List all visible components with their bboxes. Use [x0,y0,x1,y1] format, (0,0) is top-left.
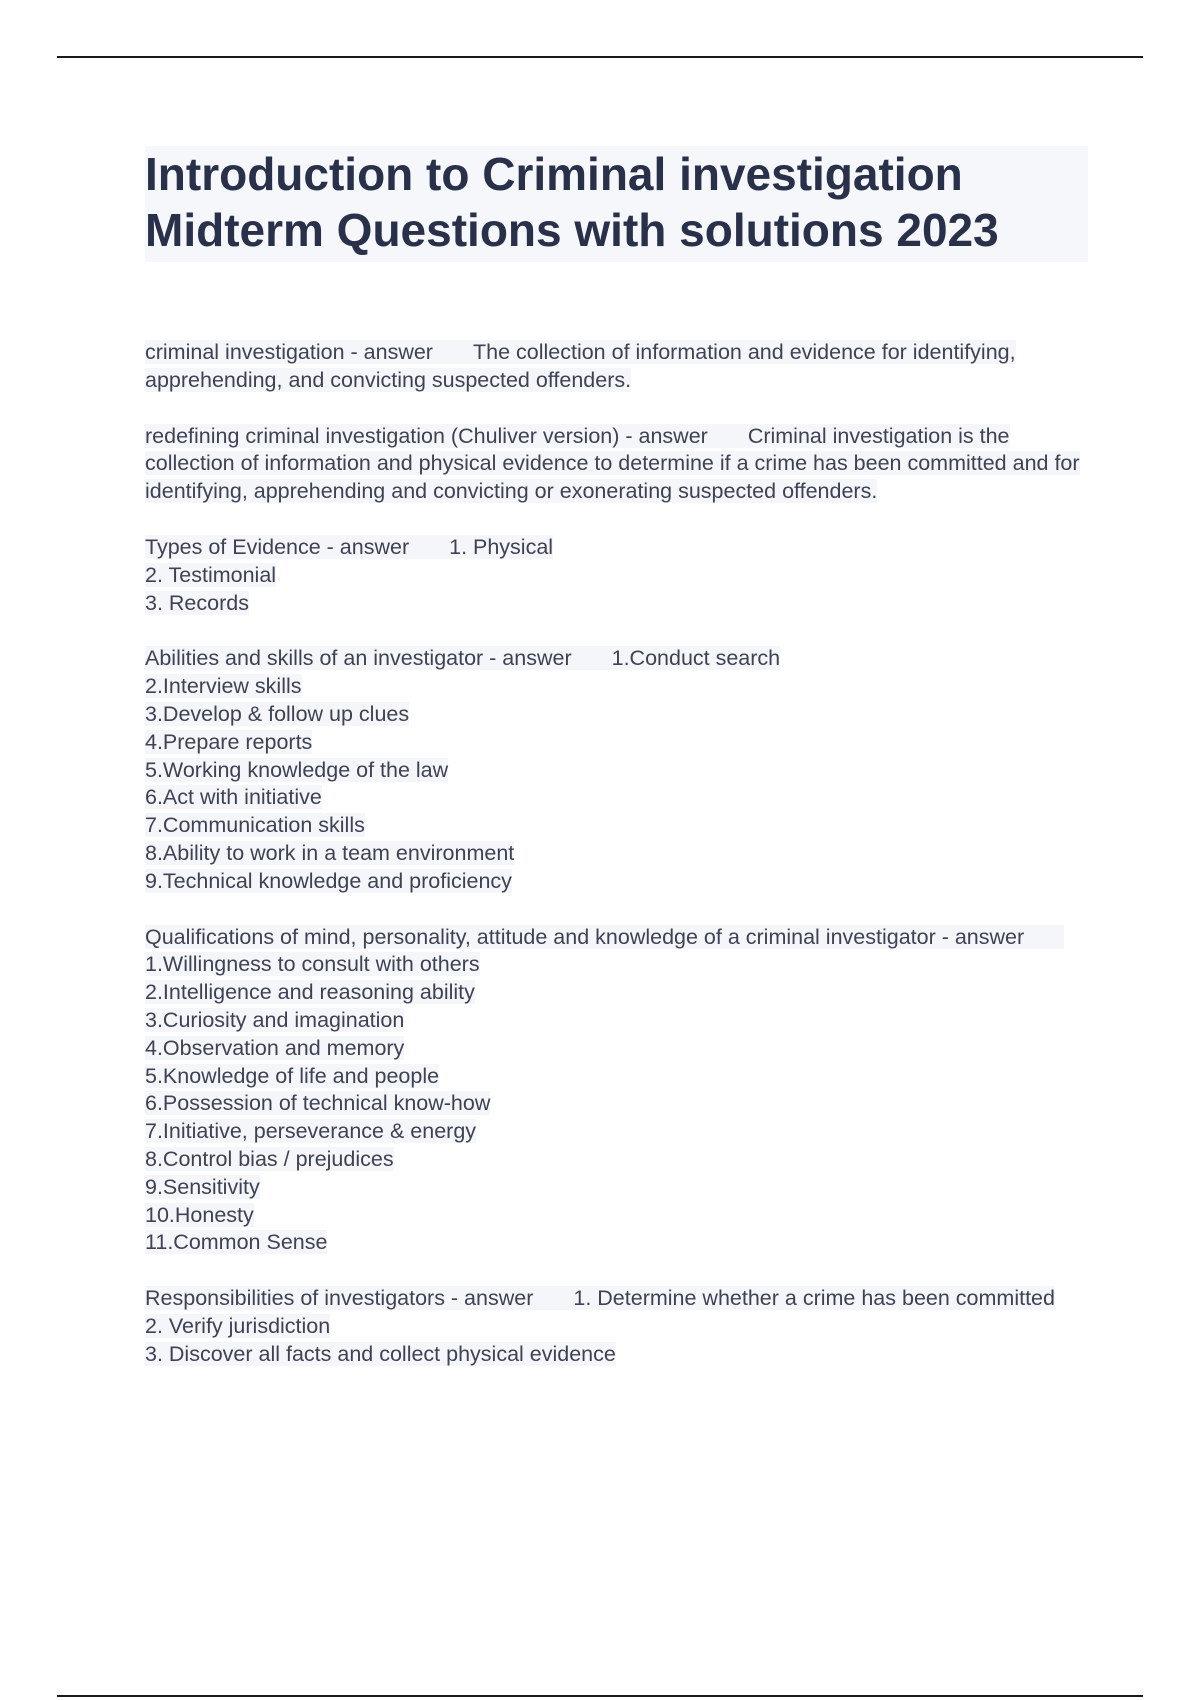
answer-line: 2. Testimonial [145,562,277,587]
question-text: redefining criminal investigation (Chuliver version) - answer [145,423,708,448]
answer-text: Criminal investigation is the collection of information and physical evidence to determine if a crime has been committed and for identifying, apprehending and convicting or exonerating suspected offenders. [145,423,1080,504]
qa-list [145,339,1085,1397]
title-line-2: Midterm Questions with solutions 2023 [145,204,999,256]
qa-item-5 [145,924,1085,1258]
answer-line: 9.Sensitivity [145,1174,260,1199]
answer-line: 1.Conduct search [611,646,781,671]
question-text: criminal investigation - answer [145,340,433,364]
answer-line: 3.Develop & follow up clues [145,701,410,726]
answer-line: 1. Physical [449,534,554,559]
answer-line: 3.Curiosity and imagination [145,1007,405,1032]
question-text: Types of Evidence - answer [145,534,410,559]
answer-line: 4.Observation and memory [145,1035,405,1060]
answer-line: 10.Honesty [145,1202,254,1227]
answer-line: 2.Intelligence and reasoning ability [145,980,475,1005]
question-text: Responsibilities of investigators - answer [145,1286,534,1311]
qa-item-1 [145,339,1085,395]
answer-line: 1. Determine whether a crime has been committed [573,1286,1055,1311]
answer-line: 5.Knowledge of life and people [145,1063,440,1088]
bottom-rule [57,1695,1143,1697]
answer-line: 7.Communication skills [145,813,365,838]
qa-item-3 [145,534,1085,617]
answer-line: 9.Technical knowledge and proficiency [145,868,512,893]
answer-line: 3. Discover all facts and collect physical evidence [145,1341,616,1366]
answer-line: 5.Working knowledge of the law [145,757,449,782]
answer-line: 8.Ability to work in a team environment [145,840,515,865]
answer-line: 4.Prepare reports [145,729,313,754]
answer-line: 7.Initiative, perseverance & energy [145,1119,477,1144]
answer-line: 3. Records [145,590,249,615]
title-line-1: Introduction to Criminal investigation [145,148,963,200]
answer-line: 6.Possession of technical know-how [145,1091,491,1116]
answer-line: 2.Interview skills [145,674,302,699]
answer-line: 1.Willingness to consult with others [145,952,480,977]
qa-item-2 [145,423,1085,506]
qa-item-4 [145,645,1085,895]
answer-text: The collection of information and evidence for identifying, apprehending, and convicting suspected offenders. [145,340,1016,392]
answer-line: 11.Common Sense [145,1230,328,1255]
document-title [145,146,1088,262]
answer-line: 6.Act with initiative [145,785,322,810]
qa-item-6 [145,1285,1085,1368]
question-text: Abilities and skills of an investigator - answer [145,646,572,671]
answer-line: 8.Control bias / prejudices [145,1146,394,1171]
answer-line: 2. Verify jurisdiction [145,1313,331,1338]
question-text: Qualifications of mind, personality, attitude and knowledge of a criminal investigator - answer [145,924,1025,949]
top-rule [57,56,1143,58]
